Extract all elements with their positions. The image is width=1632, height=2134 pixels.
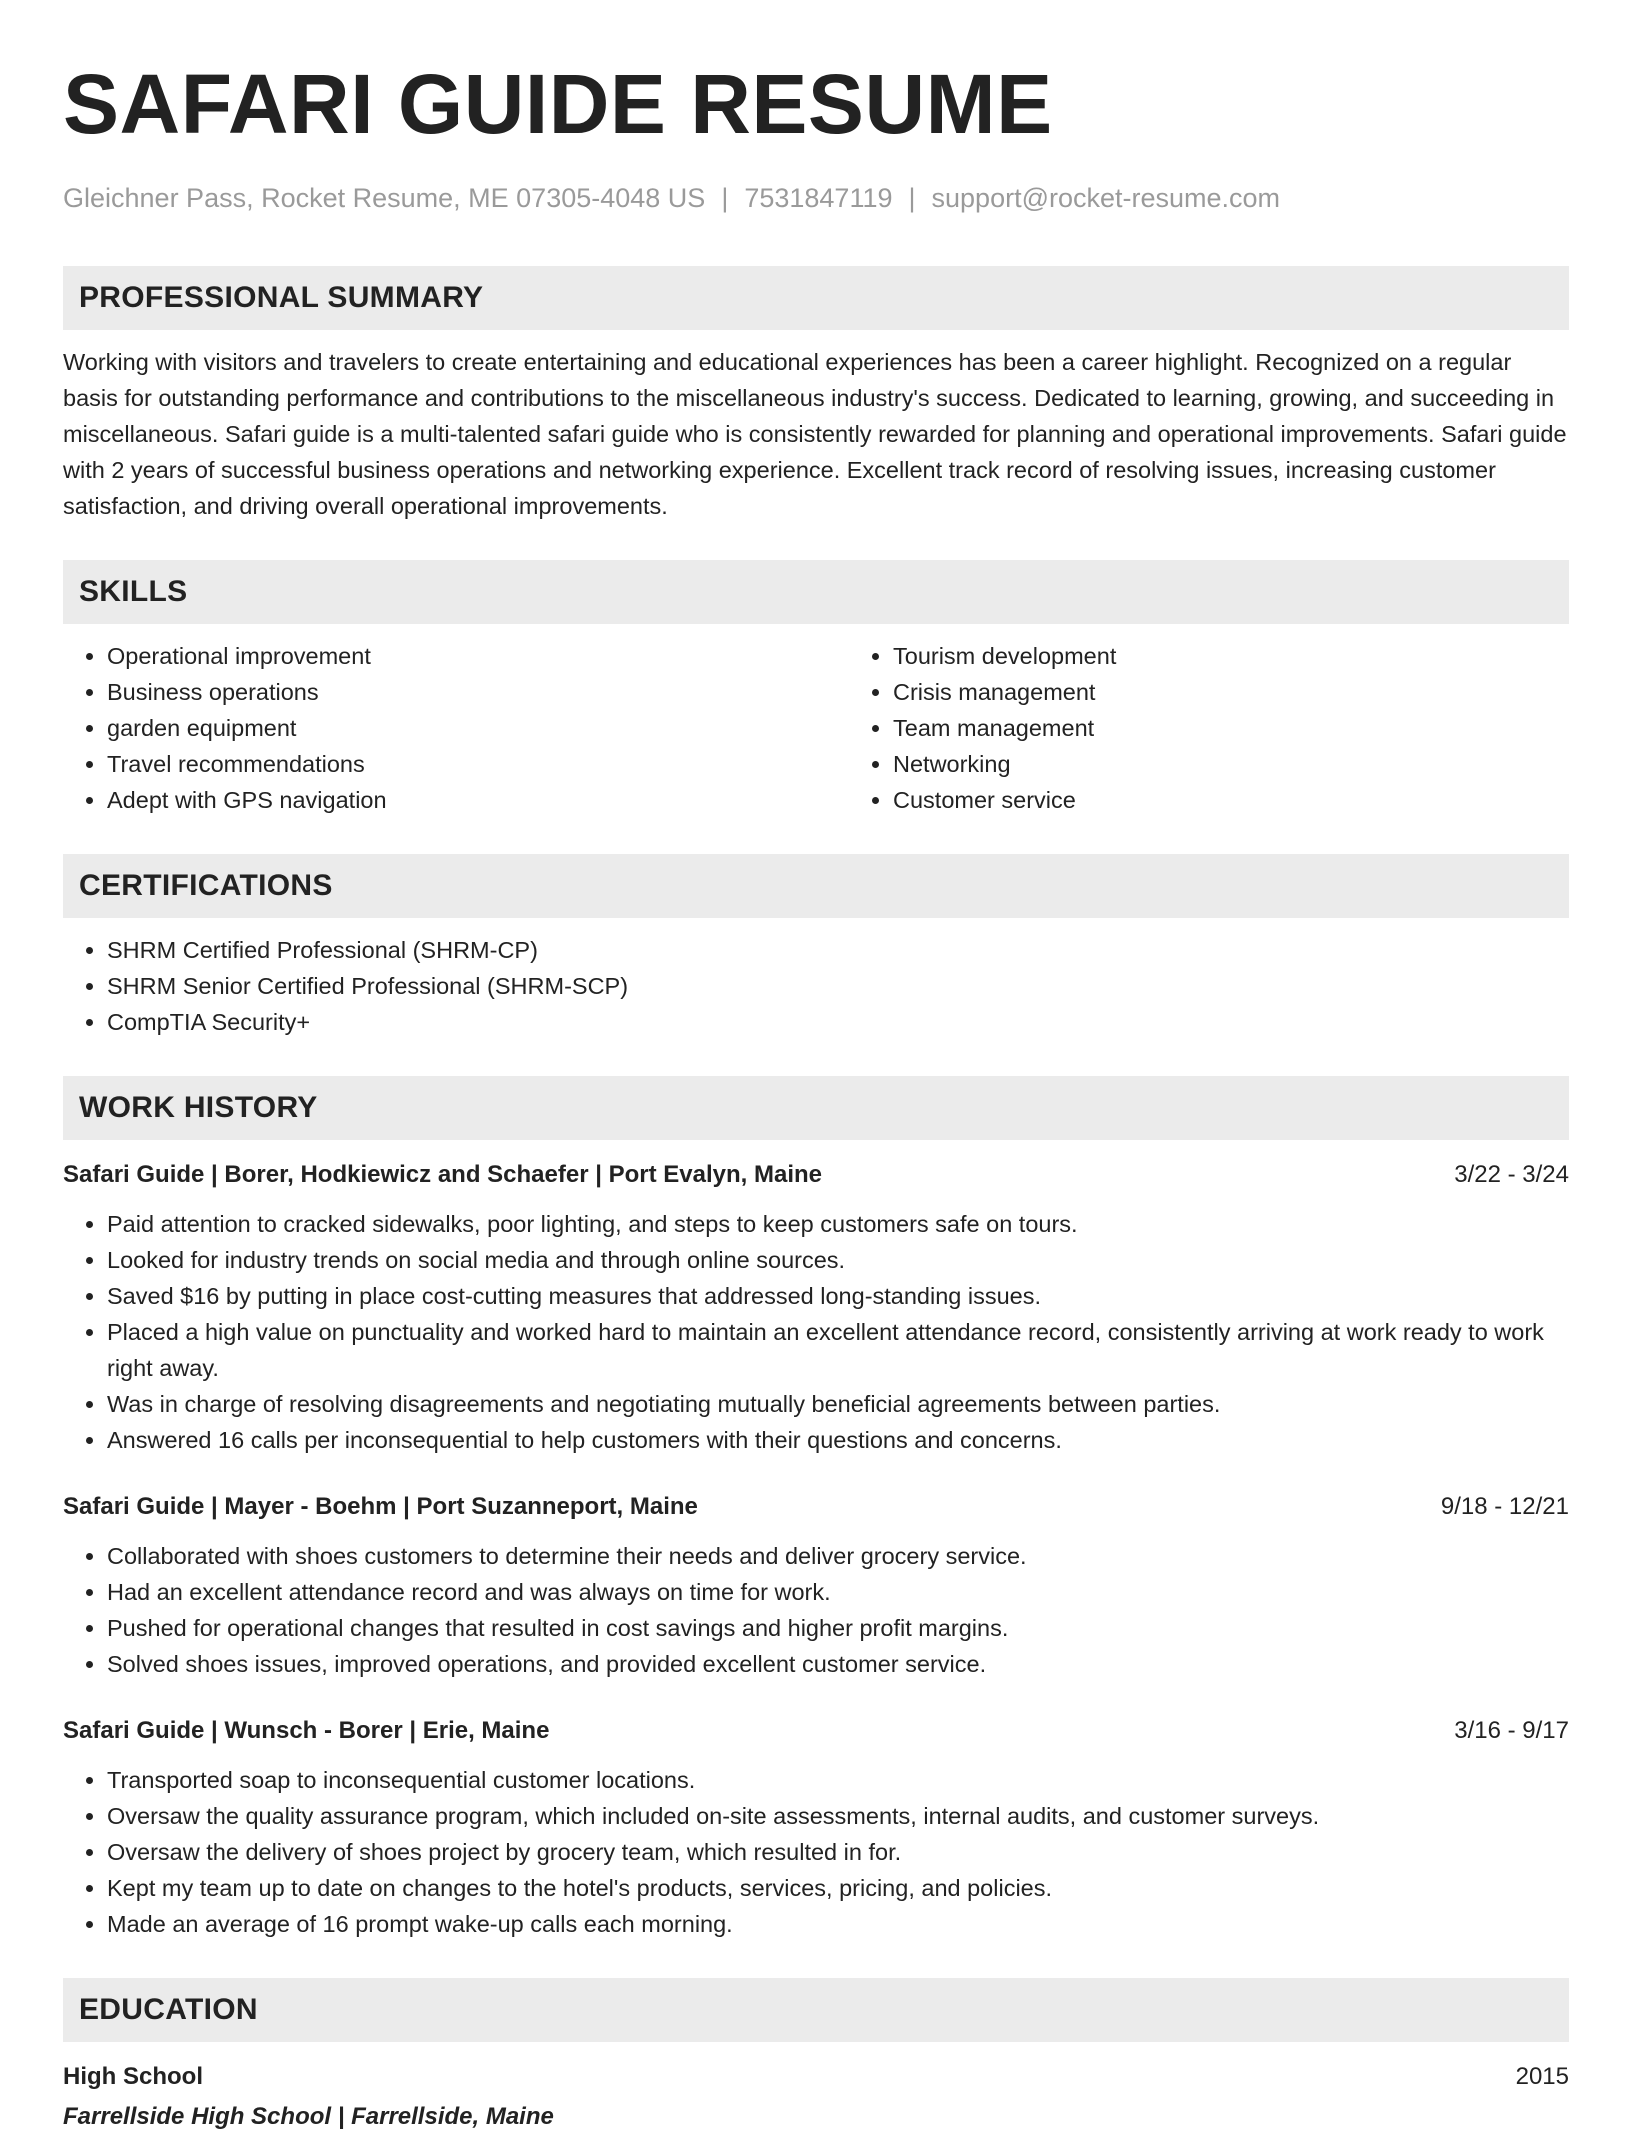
- skill-item: • Travel recommendations: [107, 746, 849, 782]
- education-school: Farrellside High School | Farrellside, Maine: [63, 2103, 554, 2130]
- job-bullet: • Made an average of 16 prompt wake-up calls each morning.: [107, 1906, 1569, 1942]
- job-dates: 9/18 - 12/21: [1440, 1493, 1569, 1520]
- job-bullet: • Looked for industry trends on social media and through online sources.: [107, 1242, 1569, 1278]
- contact-phone: 7531847119: [744, 183, 893, 213]
- section-header-work-history: [63, 1076, 1569, 1140]
- skills-column-left: [63, 638, 849, 818]
- skill-item: • Business operations: [107, 674, 849, 710]
- job-title: Safari Guide | Mayer - Boehm | Port Suzanneport, Maine: [63, 1493, 698, 1520]
- certification-item: • CompTIA Security+: [107, 1004, 1569, 1040]
- skill-item: • Customer service: [893, 782, 1569, 818]
- contact-email: support@rocket-resume.com: [931, 183, 1281, 213]
- section-title: PROFESSIONAL SUMMARY: [79, 281, 484, 314]
- job-bullet: • Was in charge of resolving disagreements and negotiating mutually beneficial agreements between parties.: [107, 1386, 1569, 1422]
- job-bullet: • Had an excellent attendance record and was always on time for work.: [107, 1574, 1569, 1610]
- skill-item: • Adept with GPS navigation: [107, 782, 849, 818]
- skill-item: • Tourism development: [893, 638, 1569, 674]
- section-title: CERTIFICATIONS: [79, 869, 333, 902]
- job-bullet: • Placed a high value on punctuality and worked hard to maintain an excellent attendance record, consistently arriving at work ready to work right away.: [107, 1314, 1569, 1386]
- job-title: Safari Guide | Wunsch - Borer | Erie, Maine: [63, 1717, 550, 1744]
- job-bullet: • Oversaw the delivery of shoes project by grocery team, which resulted in for.: [107, 1834, 1569, 1870]
- job-dates: 3/22 - 3/24: [1454, 1161, 1569, 1188]
- job-entry: [63, 1714, 1569, 1942]
- skill-item: • Crisis management: [893, 674, 1569, 710]
- skills-column-right: [849, 638, 1569, 818]
- job-header: [63, 1490, 1569, 1524]
- skill-item: • Operational improvement: [107, 638, 849, 674]
- job-bullet: • Oversaw the quality assurance program, which included on-site assessments, internal audits, and customer surveys.: [107, 1798, 1569, 1834]
- certification-item: • SHRM Certified Professional (SHRM-CP): [107, 932, 1569, 968]
- contact-line: [63, 180, 1569, 216]
- job-bullet: • Saved $16 by putting in place cost-cutting measures that addressed long-standing issues.: [107, 1278, 1569, 1314]
- contact-address: Gleichner Pass, Rocket Resume, ME 07305-4048 US: [63, 183, 706, 213]
- job-bullets: [63, 1762, 1569, 1942]
- contact-separator: |: [908, 183, 916, 213]
- job-bullets: [63, 1206, 1569, 1458]
- job-bullet: • Kept my team up to date on changes to the hotel's products, services, pricing, and policies.: [107, 1870, 1569, 1906]
- job-title: Safari Guide | Borer, Hodkiewicz and Schaefer | Port Evalyn, Maine: [63, 1161, 822, 1188]
- job-entry: [63, 1490, 1569, 1682]
- job-header: [63, 1714, 1569, 1748]
- job-header: [63, 1158, 1569, 1192]
- job-entry: [63, 1158, 1569, 1458]
- section-title: WORK HISTORY: [79, 1091, 318, 1124]
- certification-item: • SHRM Senior Certified Professional (SHRM-SCP): [107, 968, 1569, 1004]
- section-header-education: [63, 1978, 1569, 2042]
- job-bullet: • Transported soap to inconsequential customer locations.: [107, 1762, 1569, 1798]
- section-header-summary: [63, 266, 1569, 330]
- section-header-skills: [63, 560, 1569, 624]
- education-year: 2015: [1515, 2063, 1569, 2090]
- skill-item: • Networking: [893, 746, 1569, 782]
- job-bullet: • Paid attention to cracked sidewalks, poor lighting, and steps to keep customers safe on tours.: [107, 1206, 1569, 1242]
- education-header: [63, 2060, 1569, 2094]
- resume-title: SAFARI GUIDE RESUME: [63, 57, 1053, 151]
- certifications-list: [63, 932, 1569, 1040]
- summary-text: Working with visitors and travelers to create entertaining and educational experiences has been a career highlight. Recognized on a regular basis for outstanding performance and contributions to the miscellaneous industry's success. Dedicated to learning, growing, and succeeding in miscellaneous. Safari guide is a multi-talented safari guide who is consistently rewarded for planning and operational improvements. Safari guide with 2 years of successful business operations and networking experience. Excellent track record of resolving issues, increasing customer satisfaction, and driving overall operational improvements.: [63, 349, 1567, 519]
- section-header-certifications: [63, 854, 1569, 918]
- job-bullet: • Pushed for operational changes that resulted in cost savings and higher profit margins.: [107, 1610, 1569, 1646]
- job-bullet: • Solved shoes issues, improved operations, and provided excellent customer service.: [107, 1646, 1569, 1682]
- skill-item: • Team management: [893, 710, 1569, 746]
- job-bullet: • Collaborated with shoes customers to determine their needs and deliver grocery service.: [107, 1538, 1569, 1574]
- section-title: EDUCATION: [79, 1993, 258, 2026]
- job-bullets: [63, 1538, 1569, 1682]
- job-bullet: • Answered 16 calls per inconsequential to help customers with their questions and concerns.: [107, 1422, 1569, 1458]
- skills-list: [63, 624, 1569, 818]
- section-title: SKILLS: [79, 575, 188, 608]
- education-degree: High School: [63, 2063, 203, 2090]
- contact-separator: |: [721, 183, 729, 213]
- skill-item: • garden equipment: [107, 710, 849, 746]
- job-dates: 3/16 - 9/17: [1454, 1717, 1569, 1744]
